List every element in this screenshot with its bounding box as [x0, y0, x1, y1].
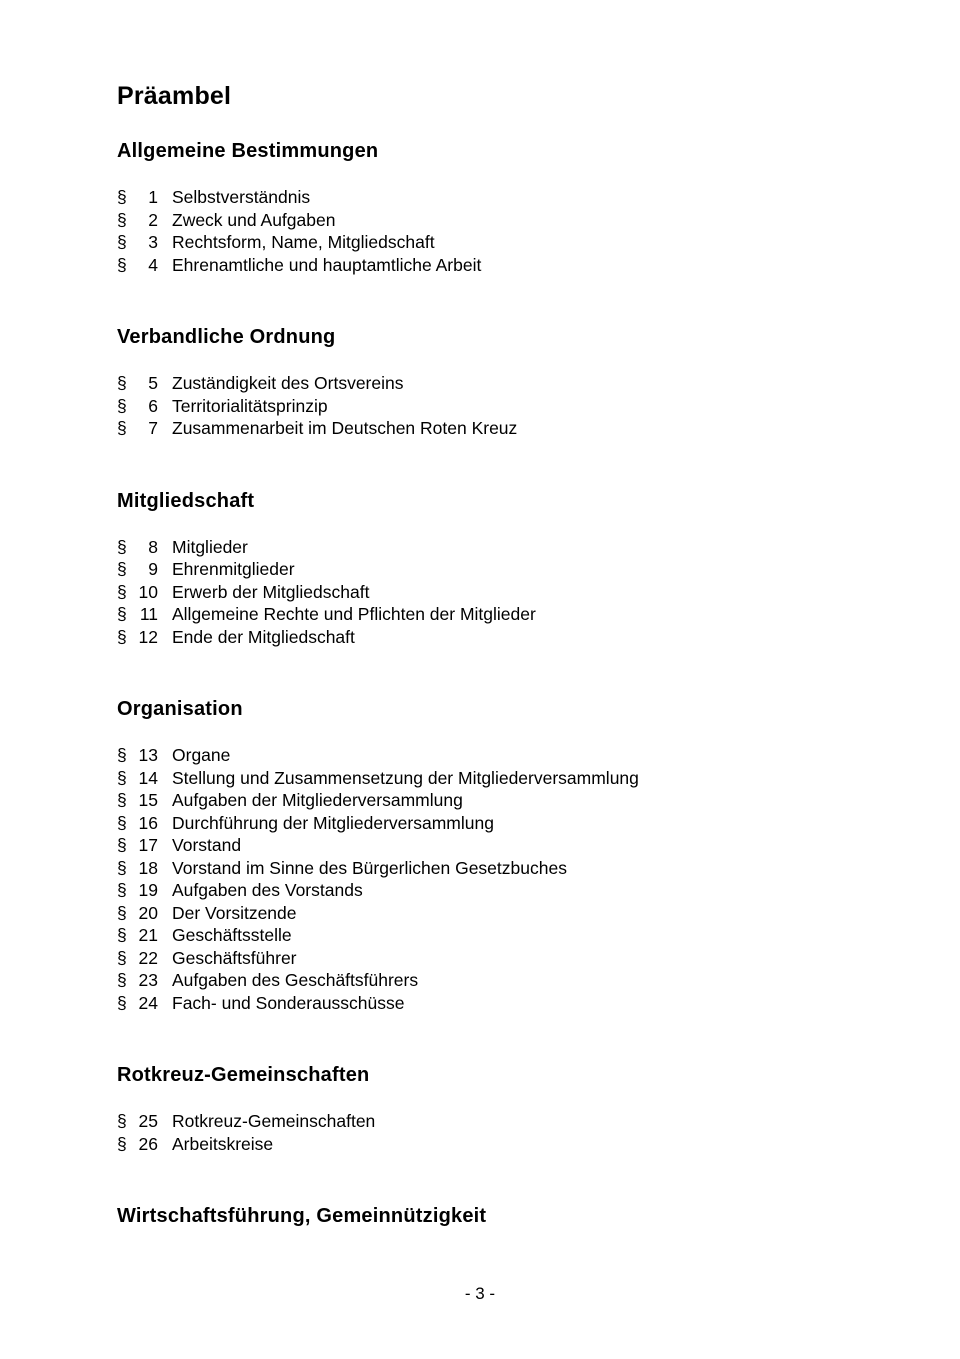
paragraph-number: 12	[138, 626, 158, 647]
toc-entry	[117, 536, 870, 559]
toc-entry	[117, 834, 870, 857]
paragraph-number: 5	[148, 373, 158, 393]
section-heading: Rotkreuz-Gemeinschaften	[117, 1064, 370, 1086]
paragraph-number: 26	[138, 1133, 158, 1154]
paragraph-title: Organe	[172, 745, 231, 765]
paragraph-sign: §	[117, 857, 127, 878]
page-number: - 3 -	[464, 1284, 496, 1303]
toc-entry	[117, 789, 870, 812]
toc-entry	[117, 1133, 870, 1156]
document-title: Präambel	[117, 82, 232, 110]
paragraph-number: 23	[138, 970, 158, 990]
paragraph-number: 18	[138, 857, 158, 878]
paragraph-number: 22	[138, 947, 158, 968]
toc-sections	[117, 140, 870, 1228]
paragraph-title: Der Vorsitzende	[172, 902, 297, 923]
paragraph-title: Zweck und Aufgaben	[172, 209, 336, 230]
paragraph-title: Vorstand	[172, 835, 242, 855]
paragraph-title: Stellung und Zusammensetzung der Mitgliederversammlung	[172, 767, 639, 788]
section-items	[117, 186, 870, 276]
paragraph-title: Geschäftsführer	[172, 947, 297, 968]
paragraph-sign: §	[117, 767, 127, 788]
paragraph-title: Arbeitskreise	[172, 1133, 274, 1154]
section-items	[117, 536, 870, 649]
paragraph-number: 13	[138, 745, 158, 765]
paragraph-title: Rechtsform, Name, Mitgliedschaft	[172, 232, 435, 252]
toc-entry	[117, 186, 870, 209]
paragraph-sign: §	[117, 418, 127, 438]
paragraph-sign: §	[117, 992, 127, 1013]
paragraph-sign: §	[117, 925, 127, 945]
paragraph-title: Territorialitätsprinzip	[172, 395, 328, 416]
toc-entry	[117, 626, 870, 649]
toc-entry	[117, 879, 870, 902]
paragraph-sign: §	[117, 395, 127, 416]
toc-entry	[117, 395, 870, 418]
paragraph-number: 2	[148, 209, 158, 230]
paragraph-title: Zusammenarbeit im Deutschen Roten Kreuz	[172, 418, 518, 438]
paragraph-sign: §	[117, 581, 127, 602]
paragraph-sign: §	[117, 373, 127, 393]
section-heading: Organisation	[117, 698, 243, 720]
section-heading: Wirtschaftsführung, Gemeinnützigkeit	[117, 1205, 487, 1227]
paragraph-number: 8	[148, 536, 158, 557]
section-items	[117, 372, 870, 440]
paragraph-title: Aufgaben des Geschäftsführers	[172, 970, 419, 990]
paragraph-sign: §	[117, 947, 127, 968]
toc-section-3	[117, 698, 870, 1014]
section-heading: Mitgliedschaft	[117, 489, 255, 512]
paragraph-sign: §	[117, 1111, 127, 1131]
paragraph-number: 9	[148, 559, 158, 579]
toc-entry	[117, 209, 870, 232]
paragraph-number: 17	[138, 835, 158, 855]
paragraph-sign: §	[117, 970, 127, 990]
paragraph-sign: §	[117, 902, 127, 923]
paragraph-number: 4	[148, 254, 158, 275]
toc-entry	[117, 744, 870, 767]
paragraph-sign: §	[117, 835, 127, 855]
paragraph-sign: §	[117, 790, 127, 810]
toc-entry	[117, 767, 870, 790]
toc-entry	[117, 254, 870, 277]
paragraph-sign: §	[117, 880, 127, 900]
toc-section-1	[117, 326, 870, 440]
paragraph-title: Rotkreuz-Gemeinschaften	[172, 1111, 376, 1131]
paragraph-title: Ehrenmitglieder	[172, 559, 295, 579]
paragraph-number: 6	[148, 395, 158, 416]
toc-section-0	[117, 140, 870, 276]
toc-entry	[117, 969, 870, 992]
toc-entry	[117, 947, 870, 970]
toc-entry	[117, 558, 870, 581]
paragraph-sign: §	[117, 536, 127, 557]
paragraph-sign: §	[117, 1133, 127, 1154]
paragraph-number: 16	[138, 812, 158, 833]
paragraph-title: Geschäftsstelle	[172, 925, 292, 945]
toc-entry	[117, 992, 870, 1015]
paragraph-number: 10	[138, 581, 158, 602]
toc-entry	[117, 1110, 870, 1133]
toc-entry	[117, 924, 870, 947]
paragraph-number: 7	[148, 418, 158, 438]
toc-entry	[117, 231, 870, 254]
paragraph-title: Aufgaben des Vorstands	[172, 880, 363, 900]
toc-entry	[117, 372, 870, 395]
paragraph-number: 19	[138, 880, 158, 900]
toc-entry	[117, 857, 870, 880]
paragraph-number: 15	[138, 790, 158, 810]
paragraph-number: 14	[138, 767, 158, 788]
paragraph-number: 21	[138, 925, 158, 945]
paragraph-sign: §	[117, 812, 127, 833]
paragraph-title: Erwerb der Mitgliedschaft	[172, 581, 370, 602]
toc-entry	[117, 812, 870, 835]
toc-entry	[117, 417, 870, 440]
toc-section-4	[117, 1064, 870, 1155]
paragraph-title: Selbstverständnis	[172, 187, 311, 207]
paragraph-sign: §	[117, 254, 127, 275]
paragraph-title: Aufgaben der Mitgliederversammlung	[172, 790, 463, 810]
toc-entry	[117, 581, 870, 604]
paragraph-sign: §	[117, 232, 127, 252]
paragraph-title: Durchführung der Mitgliederversammlung	[172, 812, 494, 833]
paragraph-sign: §	[117, 559, 127, 579]
toc-entry	[117, 603, 870, 626]
paragraph-number: 25	[138, 1111, 158, 1131]
paragraph-number: 3	[148, 232, 158, 252]
paragraph-sign: §	[117, 209, 127, 230]
paragraph-title: Ende der Mitgliedschaft	[172, 626, 355, 647]
paragraph-sign: §	[117, 626, 127, 647]
paragraph-sign: §	[117, 604, 127, 624]
paragraph-title: Zuständigkeit des Ortsvereins	[172, 373, 404, 393]
toc-entry	[117, 902, 870, 925]
paragraph-sign: §	[117, 745, 127, 765]
section-heading: Verbandliche Ordnung	[117, 326, 336, 348]
paragraph-title: Vorstand im Sinne des Bürgerlichen Gesetzbuches	[172, 857, 567, 878]
paragraph-title: Mitglieder	[172, 536, 248, 557]
paragraph-sign: §	[117, 187, 127, 207]
paragraph-number: 24	[138, 992, 158, 1013]
paragraph-title: Ehrenamtliche und hauptamtliche Arbeit	[172, 254, 482, 275]
section-heading: Allgemeine Bestimmungen	[117, 140, 379, 162]
paragraph-number: 11	[139, 604, 158, 624]
toc-section-2	[117, 490, 870, 649]
toc-section-5	[117, 1205, 870, 1228]
section-items	[117, 1110, 870, 1155]
paragraph-title: Allgemeine Rechte und Pflichten der Mitglieder	[172, 604, 536, 624]
section-items	[117, 744, 870, 1014]
paragraph-number: 1	[148, 187, 158, 207]
paragraph-title: Fach- und Sonderausschüsse	[172, 992, 405, 1013]
paragraph-number: 20	[138, 902, 158, 923]
